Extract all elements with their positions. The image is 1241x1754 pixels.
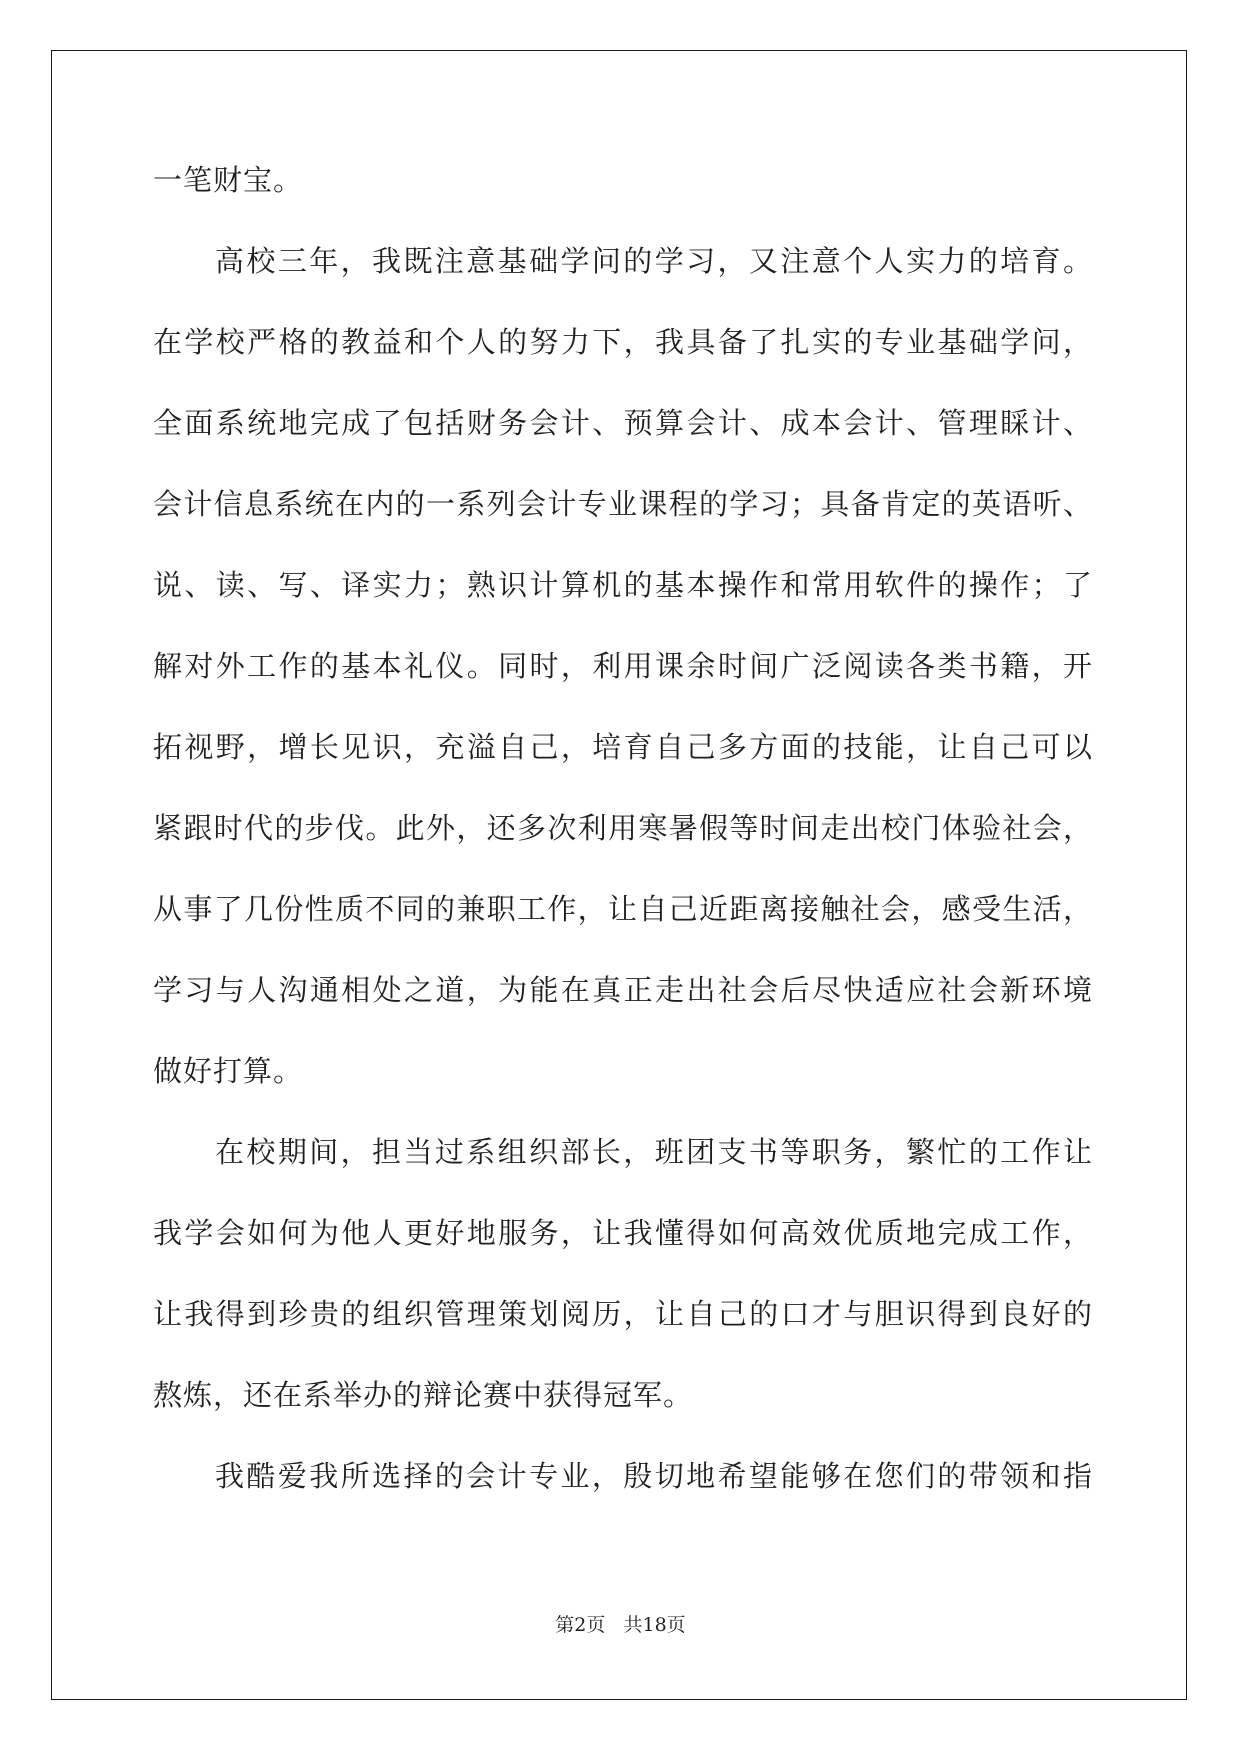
text-line: 一笔财宝。 (153, 163, 304, 197)
text-line: 让我得到珍贵的组织管理策划阅历，让自己的口才与胆识得到良好的 (153, 1297, 1093, 1331)
text-line: 拓视野，增长见识，充溢自己，培育自己多方面的技能，让自己可以 (153, 730, 1093, 764)
text-line: 做好打算。 (153, 1054, 304, 1088)
text-line: 解对外工作的基本礼仪。同时，利用课余时间广泛阅读各类书籍，开 (153, 649, 1093, 683)
text-line: 熬炼，还在系举办的辩论赛中获得冠军。 (153, 1378, 694, 1412)
page-footer: 第2页 共18页 (555, 1614, 686, 1636)
text-line: 紧跟时代的步伐。此外，还多次利用寒暑假等时间走出校门体验社会， (153, 811, 1093, 845)
text-line: 我酷爱我所选择的会计专业，殷切地希望能够在您们的带领和指 (215, 1459, 1093, 1493)
text-line: 从事了几份性质不同的兼职工作，让自己近距离接触社会，感受生活， (153, 892, 1093, 926)
text-line: 我学会如何为他人更好地服务，让我懂得如何高效优质地完成工作， (153, 1216, 1093, 1250)
text-line: 学习与人沟通相处之道，为能在真正走出社会后尽快适应社会新环境 (153, 973, 1093, 1007)
text-line: 全面系统地完成了包括财务会计、预算会计、成本会计、管理睬计、 (153, 406, 1093, 440)
text-line: 会计信息系统在内的一系列会计专业课程的学习；具备肯定的英语听、 (153, 487, 1093, 521)
text-line: 在学校严格的教益和个人的努力下，我具备了扎实的专业基础学问， (153, 325, 1093, 359)
text-line: 高校三年，我既注意基础学问的学习，又注意个人实力的培育。 (215, 244, 1093, 278)
text-line: 在校期间，担当过系组织部长，班团支书等职务，繁忙的工作让 (215, 1135, 1093, 1169)
document-body (153, 160, 1093, 1537)
text-line: 说、读、写、译实力；熟识计算机的基本操作和常用软件的操作；了 (153, 568, 1093, 602)
